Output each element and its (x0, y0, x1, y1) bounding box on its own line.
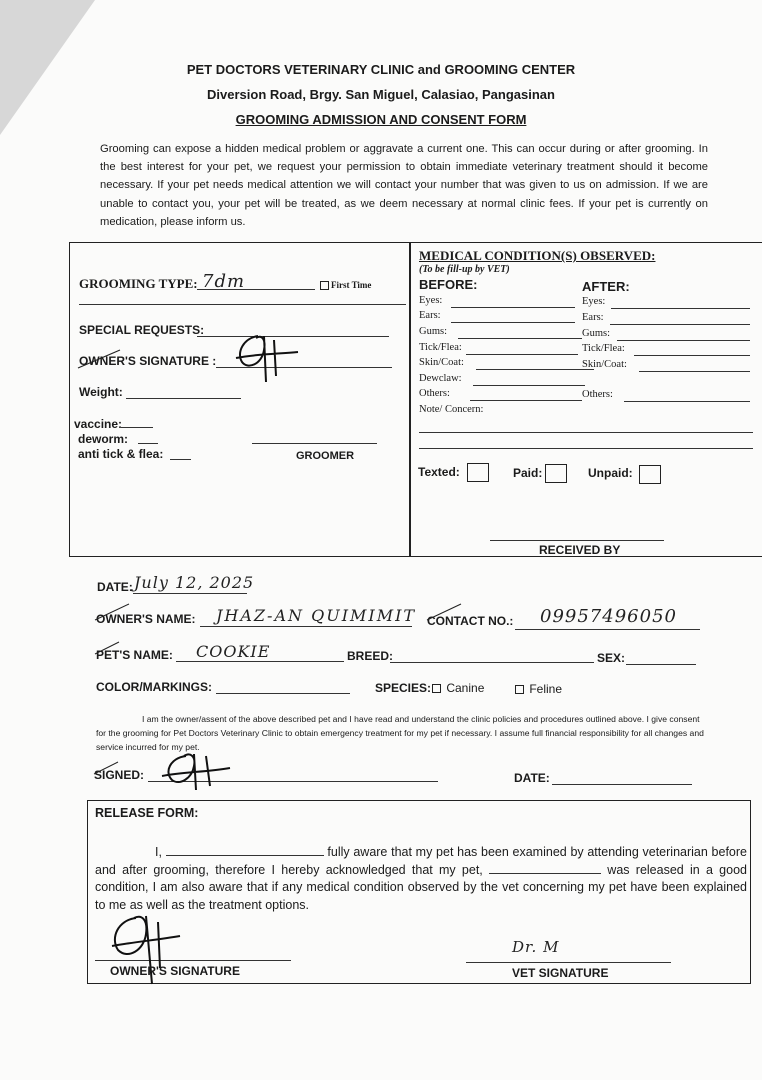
signed-date-line[interactable] (552, 784, 692, 785)
after-item-line[interactable] (624, 401, 750, 402)
vet-signature-line[interactable] (466, 962, 671, 963)
clinic-name: PET DOCTORS VETERINARY CLINIC and GROOMING CENTER (186, 62, 576, 77)
contact-value[interactable]: 09957496050 (540, 606, 677, 627)
groomer-line[interactable] (252, 443, 377, 444)
grooming-type-value[interactable]: 7dm (202, 271, 246, 292)
before-item-label: Others: (419, 388, 450, 399)
consent-text: I am the owner/assent of the above described pet and I have read and understand the clinic policies and procedures outlined above. I give consent for the grooming for Pet Doctors Veterinary Clinic to obtain emergency treatment for my pet if necessary. I assume full financial responsibility for all changes and service incurred for my pet. (96, 714, 704, 752)
release-owner-signature-label: OWNER'S SIGNATURE (110, 964, 240, 978)
intro-paragraph: Grooming can expose a hidden medical problem or aggravate a current one. This can occur during or after grooming. In the best interest for your pet, we request your permission to obtain immediate veterinary treatment should it become necessary. If your pet needs medical attention we will contact your number that was given to us on admission. If we are unable to contact you, your pet will be treated, as we deem necessary at normal clinic fees. If your pet is currently on medication, please inform us. (100, 143, 708, 228)
release-text-1: fully aware that my pet has been examined by attending veterinarian before and after grooming, therefore I hereby acknowledged that my pet, (95, 845, 747, 877)
pet-name-label: PET'S NAME: (96, 648, 173, 662)
deworm-label: deworm: (78, 432, 129, 446)
before-item-label: Tick/Flea: (419, 342, 462, 353)
grooming-type-label: GROOMING TYPE: (79, 276, 198, 291)
signed-date-label: DATE: (514, 771, 550, 785)
owner-name-line (200, 626, 412, 627)
after-label: AFTER: (582, 279, 630, 294)
texted-checkbox[interactable] (467, 463, 489, 482)
anti-tick-label: anti tick & flea: (78, 447, 164, 461)
texted-label: Texted: (418, 465, 460, 479)
after-item-label: Tick/Flea: (582, 343, 625, 354)
date-value[interactable]: July 12, 2025 (134, 573, 255, 592)
canine-option[interactable] (432, 681, 484, 695)
date-line (133, 593, 247, 594)
owner-name-strike (93, 602, 133, 622)
before-item-label: Ears: (419, 310, 441, 321)
groomer-label: GROOMER (296, 450, 355, 462)
unpaid-checkbox[interactable] (639, 465, 661, 484)
grooming-extra-line (79, 304, 406, 305)
first-time-box[interactable] (320, 281, 329, 290)
color-label: COLOR/MARKINGS: (96, 680, 212, 694)
before-item-label: Gums: (419, 326, 448, 337)
contact-strike (425, 602, 465, 622)
sex-line[interactable] (626, 664, 696, 665)
release-paragraph (95, 844, 747, 914)
paid-checkbox[interactable] (545, 464, 567, 483)
received-by-line[interactable] (490, 540, 664, 541)
consent-paragraph (96, 712, 706, 754)
signed-label: SIGNED: (94, 768, 145, 782)
feline-option[interactable] (515, 682, 562, 696)
after-item-line[interactable] (634, 355, 750, 356)
before-item-line[interactable] (470, 400, 582, 401)
before-item-line[interactable] (473, 385, 585, 386)
release-i: I, (155, 845, 162, 859)
weight-line[interactable] (126, 398, 241, 399)
date-label: DATE: (97, 580, 133, 594)
note-line-2[interactable] (419, 448, 753, 449)
color-line[interactable] (216, 693, 350, 694)
after-item-label: Eyes: (582, 296, 606, 307)
before-item-label: Eyes: (419, 295, 443, 306)
after-item-line[interactable] (639, 371, 750, 372)
before-item-label: Skin/Coat: (419, 357, 464, 368)
owner-signature-scribble (226, 332, 306, 384)
vaccine-line[interactable] (121, 427, 153, 428)
after-item-label: Gums: (582, 328, 611, 339)
special-requests-label: SPECIAL REQUESTS: (79, 323, 205, 337)
signed-signature-scribble (160, 750, 240, 792)
note-line-1[interactable] (419, 432, 753, 433)
pet-name-line (176, 661, 344, 662)
first-time-label: First Time (331, 280, 372, 290)
release-owner-blank[interactable] (166, 855, 324, 856)
owner-name-label: OWNER'S NAME: (96, 612, 196, 626)
medical-title: MEDICAL CONDITION(S) OBSERVED: (419, 248, 656, 263)
signed-strike (92, 760, 122, 776)
before-item-line[interactable] (466, 354, 578, 355)
canine-checkbox[interactable] (432, 684, 441, 693)
owner-name-value[interactable]: JHAZ-AN QUIMIMIT (216, 606, 417, 625)
canine-label: Canine (446, 681, 485, 695)
before-label: BEFORE: (419, 277, 478, 292)
breed-label: BREED: (347, 649, 394, 663)
before-item-label: Dewclaw: (419, 373, 462, 384)
feline-checkbox[interactable] (515, 685, 524, 694)
feline-label: Feline (529, 682, 563, 696)
species-label: SPECIES: (375, 681, 432, 695)
before-item-line[interactable] (476, 369, 594, 370)
received-by-label: RECEIVED BY (539, 543, 621, 557)
column-divider (409, 243, 411, 556)
before-item-line[interactable] (451, 307, 575, 308)
contact-label: CONTACT NO.: (427, 614, 514, 628)
note-label: Note/ Concern: (419, 404, 484, 415)
unpaid-label: Unpaid: (588, 466, 633, 480)
before-item-line[interactable] (451, 322, 575, 323)
owner-signature-label: OWNER'S SIGNATURE : (79, 354, 217, 368)
clinic-address: Diversion Road, Brgy. San Miguel, Calasiao, Pangasinan (207, 87, 555, 102)
paid-label: Paid: (513, 466, 543, 480)
pet-name-strike (93, 640, 123, 656)
release-pet-blank[interactable] (489, 873, 601, 874)
vaccine-label: vaccine: (74, 417, 123, 431)
after-item-line[interactable] (617, 340, 750, 341)
weight-label: Weight: (79, 385, 123, 399)
release-title: RELEASE FORM: (95, 806, 199, 820)
release-text-2: was released in a good condition, I am also aware that if any medical condition observed by the vet concerning my pet have been explained to me as well as the treatment options. (95, 862, 747, 912)
first-time-checkbox[interactable] (320, 280, 371, 290)
medical-subtitle: (To be fill-up by VET) (419, 264, 510, 275)
after-item-label: Ears: (582, 312, 604, 323)
contact-line (515, 629, 700, 630)
breed-line[interactable] (390, 662, 594, 663)
after-item-label: Others: (582, 389, 613, 400)
strike-mark (76, 348, 126, 372)
sex-label: SEX: (597, 651, 626, 665)
after-item-label: Skin/Coat: (582, 359, 627, 370)
pet-name-value[interactable]: COOKIE (196, 642, 271, 661)
vet-signature-label: VET SIGNATURE (512, 966, 609, 980)
vet-initials: Dr. M (512, 938, 560, 956)
after-item-line[interactable] (610, 324, 750, 325)
after-item-line[interactable] (611, 308, 750, 309)
form-title: GROOMING ADMISSION AND CONSENT FORM (235, 112, 527, 127)
anti-tick-line[interactable] (170, 459, 191, 460)
before-item-line[interactable] (458, 338, 582, 339)
deworm-line[interactable] (138, 443, 158, 444)
